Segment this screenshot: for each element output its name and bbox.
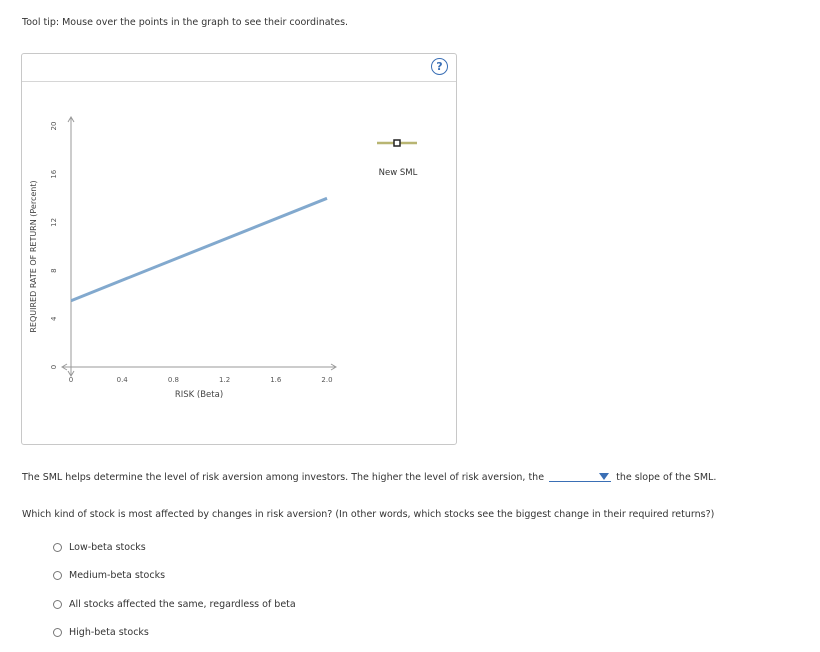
- y-tick-label: 12: [50, 217, 58, 227]
- x-axis-label: RISK (Beta): [174, 390, 224, 400]
- x-tick-label: 0.4: [116, 376, 128, 384]
- sml-line[interactable]: [71, 198, 327, 300]
- question-2: Which kind of stock is most affected by changes in risk aversion? (In other words, which stocks see the biggest change in their required returns?): [22, 509, 715, 520]
- legend-marker-icon[interactable]: [394, 140, 400, 146]
- y-axis-label: REQUIRED RATE OF RETURN (Percent): [29, 180, 38, 333]
- option-label: High-beta stocks: [69, 627, 149, 638]
- y-tick-label: 0: [50, 364, 58, 370]
- option-all-same[interactable]: [53, 599, 296, 610]
- option-high-beta[interactable]: [53, 627, 149, 638]
- x-tick-label: 2.0: [321, 376, 333, 384]
- radio-button[interactable]: [53, 628, 62, 637]
- tooltip-text: Tool tip: Mouse over the points in the graph to see their coordinates.: [22, 17, 349, 28]
- y-tick-label: 8: [50, 268, 58, 273]
- help-button[interactable]: ?: [431, 58, 448, 75]
- question-1-text-before: The SML helps determine the level of risk aversion among investors. The higher the level of risk aversion, the: [22, 472, 545, 483]
- x-tick-label: 1.2: [219, 376, 231, 384]
- radio-button[interactable]: [53, 571, 62, 580]
- option-label: Medium-beta stocks: [69, 570, 166, 581]
- option-medium-beta[interactable]: [53, 570, 165, 581]
- option-label: Low-beta stocks: [69, 542, 146, 553]
- x-tick-label: 0: [68, 376, 74, 384]
- dropdown-caret-icon: [599, 473, 609, 480]
- radio-button[interactable]: [53, 600, 62, 609]
- graph-panel: [21, 53, 457, 445]
- sml-chart[interactable]: [22, 54, 458, 446]
- option-label: All stocks affected the same, regardless of beta: [69, 599, 296, 610]
- y-tick-label: 4: [50, 316, 58, 322]
- slope-dropdown[interactable]: [549, 470, 611, 482]
- question-1-text-after: the slope of the SML.: [616, 472, 717, 483]
- question-1: [22, 470, 716, 483]
- legend-label: New SML: [378, 168, 418, 178]
- x-tick-label: 1.6: [270, 376, 282, 384]
- y-tick-label: 20: [50, 121, 58, 131]
- x-tick-label: 0.8: [167, 376, 179, 384]
- option-low-beta[interactable]: [53, 542, 146, 553]
- y-tick-label: 16: [50, 169, 58, 179]
- radio-button[interactable]: [53, 543, 62, 552]
